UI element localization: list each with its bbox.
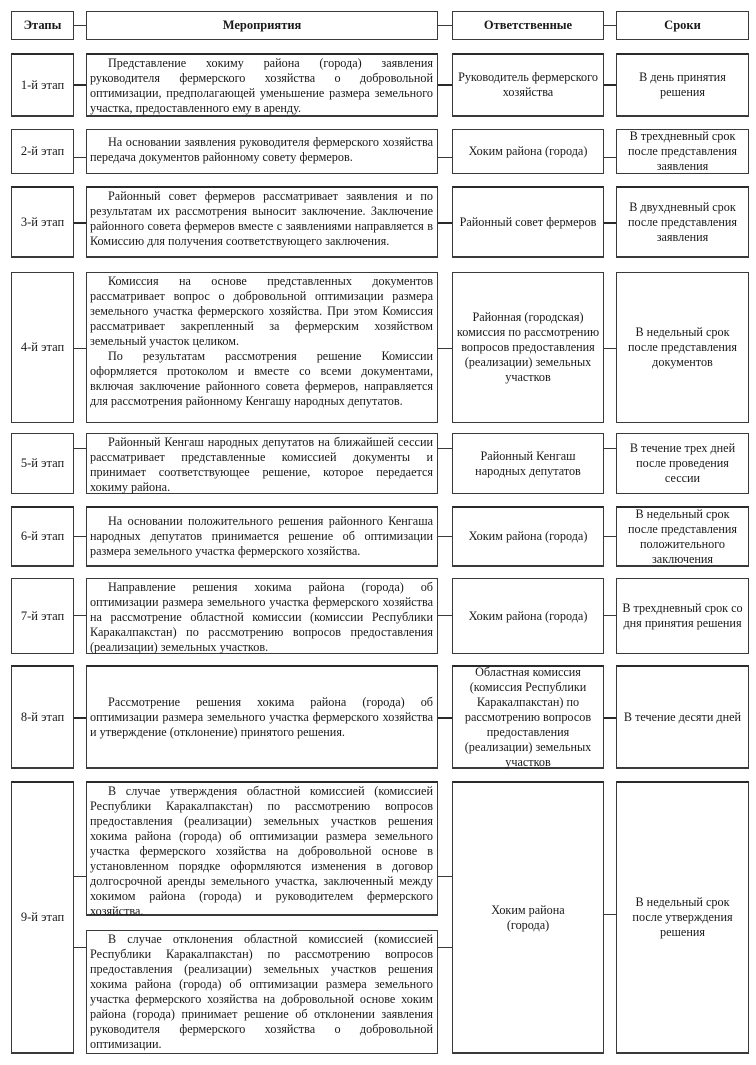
activity-3: Районный совет фермеров рассматривает заявления и по результатам их рассмотрения выносит заключение. Заключение районного совета фермеров вместе с заявлениями направляется в Комиссию для получения соответствующего заключения. [86,186,438,258]
connector [438,348,452,349]
header-responsible: Ответственные [452,11,604,40]
header-activities: Мероприятия [86,11,438,40]
stage-1: 1-й этап [11,53,74,117]
stage-4: 4-й этап [11,272,74,423]
connector [604,348,616,349]
connector [438,947,452,948]
connector [604,25,616,26]
connector [74,615,86,616]
responsible-3: Районный совет фермеров [452,186,604,258]
connector [604,222,616,224]
connector [604,157,616,158]
stage-6: 6-й этап [11,506,74,567]
connector [74,448,86,449]
connector [604,615,616,616]
stage-9: 9-й этап [11,781,74,1054]
stage-3: 3-й этап [11,186,74,258]
responsible-5: Районный Кенгаш народных депутатов [452,433,604,494]
responsible-6: Хоким района (города) [452,506,604,567]
connector [604,914,616,915]
connector [604,448,616,449]
connector [438,25,452,26]
responsible-8: Областная комиссия (комиссия Республики Каракалпакстан) по рассмотрению вопросов предоставления (реализации) земельных участков [452,665,604,769]
connector [74,157,86,158]
activity-2: На основании заявления руководителя фермерского хозяйства передача документов районному совету фермеров. [86,129,438,174]
connector [74,348,86,349]
deadline-6: В недельный срок после представления положительного заключения [616,506,749,567]
deadline-8: В течение десяти дней [616,665,749,769]
deadline-9: В недельный срок после утверждения решения [616,781,749,1054]
header-deadlines: Сроки [616,11,749,40]
connector [438,84,452,86]
connector [438,157,452,158]
connector [604,717,616,719]
deadline-5: В течение трех дней после проведения сессии [616,433,749,494]
activity-6: На основании положительного решения районного Кенгаша народных депутатов принимается решение об оптимизации размера земельного участка фермерского хозяйства. [86,506,438,567]
deadline-7: В трехдневный срок со дня принятия решения [616,578,749,654]
activity-7: Направление решения хокима района (города) об оптимизации размера земельного участка фермерского хозяйства на рассмотрение областной комиссии (комиссии Республики Каракалпакстан) по рассмотрению вопросов предоставления (реализации) земельных участков. [86,578,438,654]
stage-2: 2-й этап [11,129,74,174]
deadline-3: В двухдневный срок после представления заявления [616,186,749,258]
connector [74,876,86,877]
connector [438,222,452,224]
responsible-1: Руководитель фермерского хозяйства [452,53,604,117]
connector [74,717,86,719]
connector [74,222,86,224]
connector [604,84,616,86]
connector [438,536,452,537]
activity-9-approved: В случае утверждения областной комиссией (комиссией Республики Каракалпакстан) по рассмотрению вопросов предоставления (реализации) земельных участков решения хокима района (города) об оптимизации размера земельного участка фермерского хозяйства на добровольной основе в установленном порядке оформляются изменения в договор долгосрочной аренды земельного участка, заключенный между хокимом района (города) и руководителем фермерского хозяйства. [86,781,438,916]
stage-8: 8-й этап [11,665,74,769]
deadline-2: В трехдневный срок после представления заявления [616,129,749,174]
connector [438,615,452,616]
stage-7: 7-й этап [11,578,74,654]
activity-8: Рассмотрение решения хокима района (города) об оптимизации размера земельного участка фермерского хозяйства и утверждение (отклонение) принятого решения. [86,665,438,769]
responsible-9: Хоким района (города) [452,781,604,1054]
connector [74,947,86,948]
connector [74,84,86,86]
connector [74,536,86,537]
activity-4: Комиссия на основе представленных документов рассматривает вопрос о добровольной оптимизации размера земельного участка фермерского хозяйства. При этом Комиссия рассматривает закрепленный за фермерским хозяйством земельный участок целиком. По результатам рассмотрения решение Комиссии оформляется протоколом и вместе со всеми документами, включая заключение районного совета фермеров, направляется для рассмотрения районному Кенгашу народных депутатов. [86,272,438,423]
header-stages: Этапы [11,11,74,40]
connector [74,25,86,26]
responsible-4: Районная (городская) комиссия по рассмотрению вопросов предоставления (реализации) земельных участков [452,272,604,423]
connector [604,536,616,537]
activity-1: Представление хокиму района (города) заявления руководителя фермерского хозяйства о добровольной оптимизации, предполагающей уменьшение размера земельного участка, предоставленного ему в аренду. [86,53,438,117]
responsible-7: Хоким района (города) [452,578,604,654]
connector [438,448,452,449]
connector [438,717,452,719]
deadline-1: В день принятия решения [616,53,749,117]
activity-9-rejected: В случае отклонения областной комиссией (комиссией Республики Каракалпакстан) по рассмотрению вопросов предоставления (реализации) земельных участков решения хокима района (города) об оптимизации размера земельного участка фермерского хозяйства на добровольной основе хоким района (города) принимает решение об отклонении заявления руководителя фермерского хозяйства о добровольной оптимизации. [86,930,438,1054]
stage-5: 5-й этап [11,433,74,494]
responsible-2: Хоким района (города) [452,129,604,174]
connector [438,876,452,877]
deadline-4: В недельный срок после представления документов [616,272,749,423]
activity-5: Районный Кенгаш народных депутатов на ближайшей сессии рассматривает представленные комиссией документы и принимает соответствующее решение, которое передается хокиму района. [86,433,438,494]
